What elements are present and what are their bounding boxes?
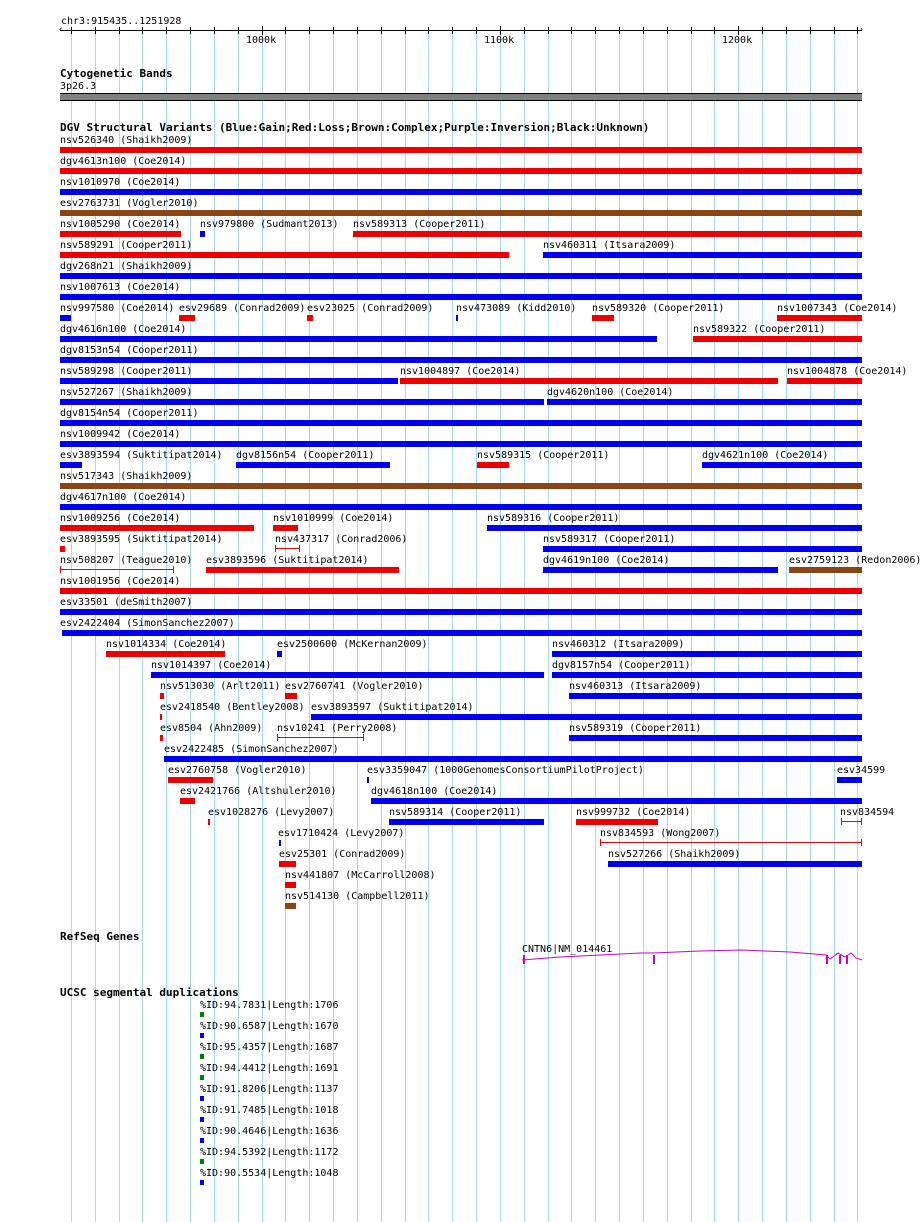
variant-bar[interactable] bbox=[787, 378, 862, 384]
variant-bar[interactable] bbox=[180, 798, 195, 804]
variant-label[interactable]: nsv473089 (Kidd2010) bbox=[456, 303, 577, 314]
variant-bar[interactable] bbox=[353, 231, 862, 237]
variant-bar[interactable] bbox=[789, 567, 862, 573]
ruler-tick bbox=[142, 27, 143, 34]
ruler-tick bbox=[95, 27, 96, 34]
variant-label[interactable]: dgv4617n100 (Coe2014) bbox=[60, 492, 187, 503]
variant-label[interactable]: nsv1005290 (Coe2014) bbox=[60, 219, 181, 230]
segdup-bar[interactable] bbox=[200, 1117, 204, 1122]
variant-bar[interactable] bbox=[285, 903, 296, 909]
variant-label[interactable]: esv2422485 (SimonSanchez2007) bbox=[164, 744, 339, 755]
variant-line[interactable] bbox=[60, 569, 174, 570]
variant-bar[interactable] bbox=[62, 630, 862, 636]
variant-label[interactable]: nsv589315 (Cooper2011) bbox=[477, 450, 610, 461]
variant-label[interactable]: nsv514130 (Campbell2011) bbox=[285, 891, 430, 902]
variant-bar[interactable] bbox=[576, 819, 658, 825]
variant-bar[interactable] bbox=[60, 273, 862, 279]
variant-bar[interactable] bbox=[367, 777, 369, 783]
gene-exon bbox=[826, 955, 828, 964]
variant-bar[interactable] bbox=[60, 525, 254, 531]
cytogenetic-bands-title: Cytogenetic Bands bbox=[60, 67, 173, 80]
ruler-tick bbox=[309, 27, 310, 34]
ruler-tick bbox=[381, 27, 382, 34]
variant-line[interactable] bbox=[600, 842, 862, 843]
variant-label[interactable]: dgv268n21 (Shaikh2009) bbox=[60, 261, 193, 272]
variant-bar[interactable] bbox=[60, 147, 862, 153]
variant-line[interactable] bbox=[277, 737, 364, 738]
variant-label[interactable]: dgv4619n100 (Coe2014) bbox=[543, 555, 670, 566]
ruler-tick bbox=[262, 26, 263, 35]
variant-label[interactable]: dgv8157n54 (Cooper2011) bbox=[552, 660, 691, 671]
segdup-bar[interactable] bbox=[200, 1054, 204, 1059]
variant-bar[interactable] bbox=[569, 735, 862, 741]
variant-bar[interactable] bbox=[206, 567, 399, 573]
variant-bar[interactable] bbox=[60, 315, 71, 321]
variant-bar[interactable] bbox=[487, 525, 862, 531]
variant-bar[interactable] bbox=[168, 777, 213, 783]
variant-label[interactable]: nsv589316 (Cooper2011) bbox=[487, 513, 620, 524]
variant-cap bbox=[173, 566, 174, 573]
variant-bar[interactable] bbox=[60, 231, 181, 237]
variant-bar[interactable] bbox=[60, 609, 862, 615]
segdup-bar[interactable] bbox=[200, 1033, 204, 1038]
gene-intron-line bbox=[522, 950, 862, 960]
segdup-label[interactable]: %ID:94.4412|Length:1691 bbox=[200, 1063, 339, 1074]
ruler-tick bbox=[834, 27, 835, 34]
variant-label[interactable]: esv33501 (deSmith2007) bbox=[60, 597, 193, 608]
variant-label[interactable]: nsv517343 (Shaikh2009) bbox=[60, 471, 193, 482]
segdup-label[interactable]: %ID:90.6587|Length:1670 bbox=[200, 1021, 339, 1032]
ruler-tick bbox=[619, 27, 620, 34]
ruler-tick bbox=[333, 27, 334, 34]
variant-label[interactable]: nsv1009256 (Coe2014) bbox=[60, 513, 181, 524]
ruler-tick bbox=[595, 27, 596, 34]
variant-label[interactable]: nsv1007343 (Coe2014) bbox=[777, 303, 898, 314]
variant-label[interactable]: nsv1014397 (Coe2014) bbox=[151, 660, 272, 671]
variant-bar[interactable] bbox=[60, 483, 862, 489]
gene-label[interactable]: CNTN6|NM_014461 bbox=[522, 944, 613, 955]
ruler-tick-label: 1000k bbox=[246, 35, 277, 46]
variant-cap bbox=[363, 734, 364, 741]
ruler-tick bbox=[190, 27, 191, 34]
variant-label[interactable]: esv29689 (Conrad2009) bbox=[179, 303, 306, 314]
gene-exon bbox=[653, 955, 655, 964]
segdup-label[interactable]: %ID:91.7485|Length:1018 bbox=[200, 1105, 339, 1116]
variant-bar[interactable] bbox=[60, 504, 862, 510]
variant-label[interactable]: esv3893595 (Suktitipat2014) bbox=[60, 534, 223, 545]
variant-label[interactable]: esv34599 bbox=[837, 765, 886, 776]
variant-label[interactable]: esv1710424 (Levy2007) bbox=[278, 828, 405, 839]
variant-label[interactable]: esv25301 (Conrad2009) bbox=[279, 849, 406, 860]
segdup-label[interactable]: %ID:95.4357|Length:1687 bbox=[200, 1042, 339, 1053]
variant-label[interactable]: nsv513030 (Arlt2011) bbox=[160, 681, 281, 692]
variant-bar[interactable] bbox=[179, 315, 195, 321]
variant-label[interactable]: nsv834594 bbox=[840, 807, 895, 818]
variant-label[interactable]: nsv527267 (Shaikh2009) bbox=[60, 387, 193, 398]
ruler-tick bbox=[214, 27, 215, 34]
variant-label[interactable]: esv2760758 (Vogler2010) bbox=[168, 765, 307, 776]
ruler-tick-label: 1100k bbox=[484, 35, 515, 46]
variant-label[interactable]: nsv441807 (McCarroll2008) bbox=[285, 870, 436, 881]
variant-label[interactable]: nsv1009942 (Coe2014) bbox=[60, 429, 181, 440]
variant-label[interactable]: nsv508207 (Teague2010) bbox=[60, 555, 193, 566]
variant-label[interactable]: dgv8153n54 (Cooper2011) bbox=[60, 345, 199, 356]
variant-label[interactable]: nsv589320 (Cooper2011) bbox=[592, 303, 725, 314]
right-arrow-icon: › bbox=[858, 25, 864, 35]
variant-bar[interactable] bbox=[279, 840, 281, 846]
variant-bar[interactable] bbox=[60, 210, 862, 216]
gene-model-cntn6[interactable] bbox=[0, 950, 890, 970]
ruler-tick bbox=[357, 27, 358, 34]
refseq-track-title: RefSeq Genes bbox=[60, 930, 140, 943]
ruler-tick bbox=[738, 26, 739, 35]
variant-label[interactable]: nsv460312 (Itsara2009) bbox=[552, 639, 685, 650]
variant-bar[interactable] bbox=[311, 714, 862, 720]
left-arrow-icon: ‹ bbox=[58, 25, 64, 35]
variant-cap bbox=[861, 839, 862, 846]
variant-bar[interactable] bbox=[285, 693, 297, 699]
variant-label[interactable]: esv2422404 (SimonSanchez2007) bbox=[60, 618, 235, 629]
variant-cap bbox=[299, 545, 300, 552]
ruler-tick bbox=[810, 27, 811, 34]
variant-bar[interactable] bbox=[543, 567, 778, 573]
variant-bar[interactable] bbox=[60, 336, 657, 342]
variant-label[interactable]: dgv4613n100 (Coe2014) bbox=[60, 156, 187, 167]
ruler-tick bbox=[238, 27, 239, 34]
segdup-bar[interactable] bbox=[200, 1159, 204, 1164]
ruler-tick bbox=[476, 27, 477, 34]
variant-bar[interactable] bbox=[60, 399, 544, 405]
variant-label[interactable]: esv2759123 (Redon2006) bbox=[789, 555, 921, 566]
variant-label[interactable]: dgv4620n100 (Coe2014) bbox=[547, 387, 674, 398]
variant-label[interactable]: esv1028276 (Levy2007) bbox=[208, 807, 335, 818]
variant-bar[interactable] bbox=[60, 252, 509, 258]
variant-label[interactable]: dgv4616n100 (Coe2014) bbox=[60, 324, 187, 335]
variant-cap bbox=[60, 566, 61, 573]
variant-bar[interactable] bbox=[160, 714, 162, 720]
variant-label[interactable]: dgv4618n100 (Coe2014) bbox=[371, 786, 498, 797]
variant-label[interactable]: nsv979800 (Sudmant2013) bbox=[200, 219, 339, 230]
variant-bar[interactable] bbox=[151, 672, 544, 678]
variant-label[interactable]: nsv589313 (Cooper2011) bbox=[353, 219, 486, 230]
ruler-tick bbox=[452, 27, 453, 34]
variant-bar[interactable] bbox=[200, 231, 205, 237]
variant-label[interactable]: nsv999732 (Coe2014) bbox=[576, 807, 691, 818]
gene-exon bbox=[523, 955, 525, 964]
segdup-label[interactable]: %ID:91.8206|Length:1137 bbox=[200, 1084, 339, 1095]
variant-label[interactable]: nsv526340 (Shaikh2009) bbox=[60, 135, 193, 146]
variant-bar[interactable] bbox=[60, 168, 862, 174]
variant-label[interactable]: nsv1004878 (Coe2014) bbox=[787, 366, 908, 377]
variant-label[interactable]: esv2418540 (Bentley2008) bbox=[160, 702, 305, 713]
variant-bar[interactable] bbox=[273, 525, 298, 531]
variant-bar[interactable] bbox=[60, 357, 862, 363]
gene-exon bbox=[846, 955, 848, 964]
variant-label[interactable]: esv2421766 (Altshuler2010) bbox=[180, 786, 337, 797]
variant-label[interactable]: esv2500600 (McKernan2009) bbox=[277, 639, 428, 650]
variant-bar[interactable] bbox=[208, 819, 210, 825]
variant-label[interactable]: nsv1010999 (Coe2014) bbox=[273, 513, 394, 524]
variant-label[interactable]: nsv1010970 (Coe2014) bbox=[60, 177, 181, 188]
variant-line[interactable] bbox=[275, 548, 300, 549]
variant-label[interactable]: nsv1014334 (Coe2014) bbox=[106, 639, 227, 650]
segdup-bar[interactable] bbox=[200, 1012, 204, 1017]
variant-bar[interactable] bbox=[552, 672, 862, 678]
variant-label[interactable]: nsv527266 (Shaikh2009) bbox=[608, 849, 741, 860]
variant-cap bbox=[861, 818, 862, 825]
variant-label[interactable]: esv3893596 (Suktitipat2014) bbox=[206, 555, 369, 566]
segdup-label[interactable]: %ID:90.4646|Length:1636 bbox=[200, 1126, 339, 1137]
variant-bar[interactable] bbox=[569, 693, 862, 699]
variant-label[interactable]: esv3359047 (1000GenomesConsortiumPilotProject) bbox=[367, 765, 644, 776]
variant-bar[interactable] bbox=[60, 294, 862, 300]
variant-label[interactable]: esv3893594 (Suktitipat2014) bbox=[60, 450, 223, 461]
variant-bar[interactable] bbox=[608, 861, 862, 867]
variant-bar[interactable] bbox=[477, 462, 509, 468]
variant-bar[interactable] bbox=[777, 315, 862, 321]
ruler-tick bbox=[500, 26, 501, 35]
variant-bar[interactable] bbox=[389, 819, 544, 825]
segdup-label[interactable]: %ID:94.5392|Length:1172 bbox=[200, 1147, 339, 1158]
ruler-tick bbox=[548, 27, 549, 34]
variant-label[interactable]: esv23025 (Conrad2009) bbox=[307, 303, 434, 314]
variant-bar[interactable] bbox=[837, 777, 862, 783]
variant-label[interactable]: nsv997580 (Coe2014) bbox=[60, 303, 175, 314]
variant-bar[interactable] bbox=[693, 336, 862, 342]
segdup-label[interactable]: %ID:94.7831|Length:1706 bbox=[200, 1000, 339, 1011]
ruler-tick bbox=[405, 27, 406, 34]
ruler-tick bbox=[643, 27, 644, 34]
variant-label[interactable]: nsv589322 (Cooper2011) bbox=[693, 324, 826, 335]
segdup-bar[interactable] bbox=[200, 1075, 204, 1080]
variant-bar[interactable] bbox=[60, 588, 862, 594]
variant-label[interactable]: esv2760741 (Vogler2010) bbox=[285, 681, 424, 692]
segdup-track-title: UCSC segmental duplications bbox=[60, 986, 239, 999]
ruler-tick bbox=[428, 27, 429, 34]
ruler-tick bbox=[285, 27, 286, 34]
variant-label[interactable]: nsv1007613 (Coe2014) bbox=[60, 282, 181, 293]
variant-bar[interactable] bbox=[702, 462, 862, 468]
variant-cap bbox=[600, 839, 601, 846]
variant-bar[interactable] bbox=[60, 441, 862, 447]
variant-label[interactable]: nsv589298 (Cooper2011) bbox=[60, 366, 193, 377]
variant-bar[interactable] bbox=[279, 861, 296, 867]
segdup-bar[interactable] bbox=[200, 1138, 204, 1143]
segdup-bar[interactable] bbox=[200, 1180, 204, 1185]
variant-bar[interactable] bbox=[547, 399, 862, 405]
segdup-bar[interactable] bbox=[200, 1096, 204, 1101]
variant-label[interactable]: nsv1001956 (Coe2014) bbox=[60, 576, 181, 587]
dgv-track-title: DGV Structural Variants (Blue:Gain;Red:Loss;Brown:Complex;Purple:Inversion;Black:Unknown) bbox=[60, 121, 650, 134]
variant-label[interactable]: dgv8156n54 (Cooper2011) bbox=[236, 450, 375, 461]
ruler-tick bbox=[667, 27, 668, 34]
ruler-tick bbox=[71, 27, 72, 34]
ruler-tick bbox=[524, 27, 525, 34]
cytoband-bar[interactable] bbox=[60, 93, 862, 101]
ruler-tick bbox=[166, 27, 167, 34]
variant-bar[interactable] bbox=[307, 315, 313, 321]
variant-label[interactable]: dgv8154n54 (Cooper2011) bbox=[60, 408, 199, 419]
gene-exon bbox=[839, 955, 841, 964]
ruler-tick bbox=[691, 27, 692, 34]
ruler-tick bbox=[762, 27, 763, 34]
variant-cap bbox=[277, 734, 278, 741]
variant-label[interactable]: nsv460313 (Itsara2009) bbox=[569, 681, 702, 692]
variant-bar[interactable] bbox=[543, 546, 862, 552]
variant-cap bbox=[841, 818, 842, 825]
variant-label[interactable]: nsv834593 (Wong2007) bbox=[600, 828, 721, 839]
variant-bar[interactable] bbox=[60, 546, 65, 552]
variant-label[interactable]: nsv589317 (Cooper2011) bbox=[543, 534, 676, 545]
variant-bar[interactable] bbox=[277, 651, 282, 657]
variant-line[interactable] bbox=[841, 821, 862, 822]
variant-bar[interactable] bbox=[160, 693, 164, 699]
variant-label[interactable]: nsv437317 (Conrad2006) bbox=[275, 534, 408, 545]
variant-bar[interactable] bbox=[60, 420, 862, 426]
variant-bar[interactable] bbox=[543, 252, 862, 258]
variant-bar[interactable] bbox=[400, 378, 778, 384]
cytoband-label: 3p26.3 bbox=[60, 81, 97, 92]
variant-bar[interactable] bbox=[371, 798, 862, 804]
ruler-tick-label: 1200k bbox=[722, 35, 753, 46]
variant-label[interactable]: nsv589291 (Cooper2011) bbox=[60, 240, 193, 251]
ruler-tick bbox=[119, 27, 120, 34]
variant-bar[interactable] bbox=[60, 189, 862, 195]
ruler-title: chr3:915435..1251928 bbox=[61, 16, 182, 27]
variant-bar[interactable] bbox=[60, 462, 82, 468]
variant-label[interactable]: esv3893597 (Suktitipat2014) bbox=[311, 702, 474, 713]
variant-bar[interactable] bbox=[164, 756, 862, 762]
variant-label[interactable]: nsv589314 (Cooper2011) bbox=[389, 807, 522, 818]
variant-bar[interactable] bbox=[592, 315, 614, 321]
variant-cap bbox=[275, 545, 276, 552]
variant-bar[interactable] bbox=[552, 651, 862, 657]
variant-label[interactable]: nsv589319 (Cooper2011) bbox=[569, 723, 702, 734]
variant-bar[interactable] bbox=[456, 315, 458, 321]
variant-label[interactable]: nsv460311 (Itsara2009) bbox=[543, 240, 676, 251]
variant-bar[interactable] bbox=[285, 882, 296, 888]
variant-bar[interactable] bbox=[60, 378, 398, 384]
variant-label[interactable]: nsv10241 (Perry2008) bbox=[277, 723, 398, 734]
variant-bar[interactable] bbox=[160, 735, 163, 741]
variant-label[interactable]: esv2763731 (Vogler2010) bbox=[60, 198, 199, 209]
ruler-axis bbox=[60, 30, 862, 31]
ruler-tick bbox=[571, 27, 572, 34]
variant-bar[interactable] bbox=[106, 651, 225, 657]
ruler-tick bbox=[714, 27, 715, 34]
variant-label[interactable]: dgv4621n100 (Coe2014) bbox=[702, 450, 829, 461]
segdup-label[interactable]: %ID:90.5534|Length:1048 bbox=[200, 1168, 339, 1179]
variant-label[interactable]: nsv1004897 (Coe2014) bbox=[400, 366, 521, 377]
variant-bar[interactable] bbox=[236, 462, 390, 468]
variant-label[interactable]: esv8504 (Ahn2009) bbox=[160, 723, 263, 734]
ruler-tick bbox=[786, 27, 787, 34]
